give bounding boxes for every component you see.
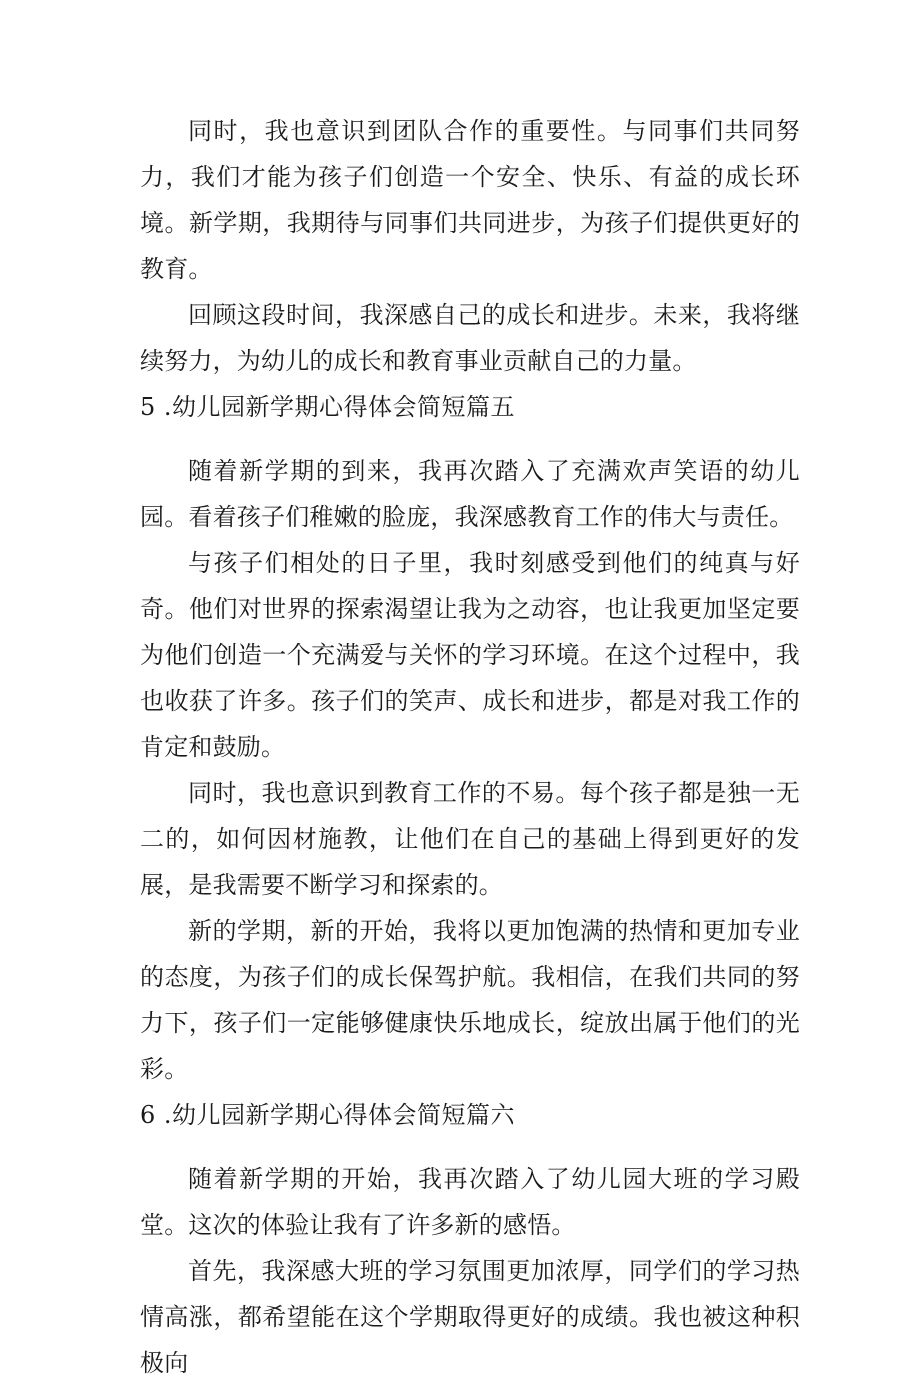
section-heading: 5 .幼儿园新学期心得体会简短篇五: [140, 393, 516, 421]
paragraph: 新的学期，新的开始，我将以更加饱满的热情和更加专业的态度，为孩子们的成长保驾护航。我相信，在我们共同的努力下，孩子们一定能够健康快乐地成长，绽放出属于他们的光彩。: [140, 917, 800, 1083]
paragraph: 同时，我也意识到教育工作的不易。每个孩子都是独一无二的，如何因材施教，让他们在自己的基础上得到更好的发展，是我需要不断学习和探索的。: [140, 779, 800, 899]
paragraph: 首先，我深感大班的学习氛围更加浓厚，同学们的学习热情高涨，都希望能在这个学期取得更好的成绩。我也被这种积极向: [140, 1257, 800, 1377]
document-page: [140, 108, 800, 1386]
paragraph: 回顾这段时间，我深感自己的成长和进步。未来，我将继续努力，为幼儿的成长和教育事业贡献自己的力量。: [140, 301, 800, 375]
paragraph: 与孩子们相处的日子里，我时刻感受到他们的纯真与好奇。他们对世界的探索渴望让我为之动容，也让我更加坚定要为他们创造一个充满爱与关怀的学习环境。在这个过程中，我也收获了许多。孩子们的笑声、成长和进步，都是对我工作的肯定和鼓励。: [140, 549, 800, 761]
paragraph: 同时，我也意识到团队合作的重要性。与同事们共同努力，我们才能为孩子们创造一个安全、快乐、有益的成长环境。新学期，我期待与同事们共同进步，为孩子们提供更好的教育。: [140, 117, 800, 283]
section-heading: 6 .幼儿园新学期心得体会简短篇六: [140, 1101, 516, 1129]
paragraph: 随着新学期的开始，我再次踏入了幼儿园大班的学习殿堂。这次的体验让我有了许多新的感悟。: [140, 1165, 800, 1239]
paragraph: 随着新学期的到来，我再次踏入了充满欢声笑语的幼儿园。看着孩子们稚嫩的脸庞，我深感教育工作的伟大与责任。: [140, 457, 800, 531]
